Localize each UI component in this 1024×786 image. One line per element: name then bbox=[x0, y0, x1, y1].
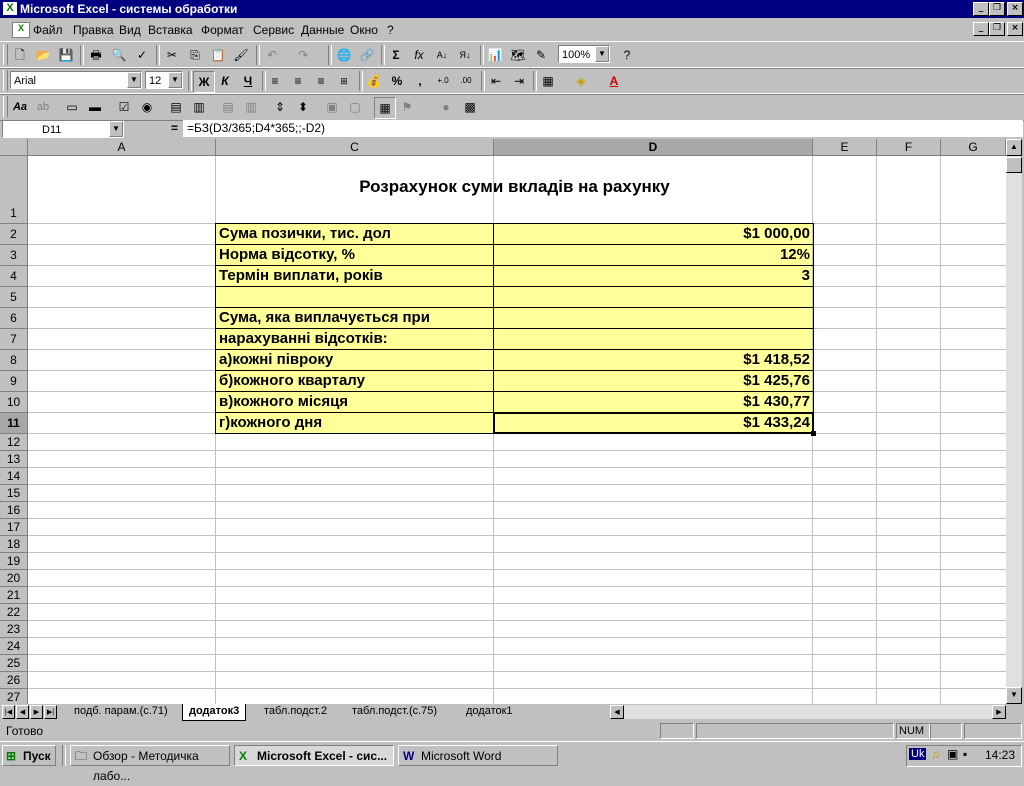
bold-icon[interactable]: Ж bbox=[193, 71, 215, 93]
font-size-value: 12 bbox=[149, 75, 162, 87]
autosum-icon[interactable]: Σ bbox=[392, 48, 400, 62]
column-header-a[interactable]: A bbox=[28, 139, 216, 156]
row-gridline bbox=[28, 654, 1006, 655]
row-header[interactable]: 17 bbox=[0, 519, 28, 536]
combo-dropdown-edit-icon[interactable]: ▥ bbox=[245, 100, 257, 114]
scroll-thumb[interactable] bbox=[1006, 157, 1022, 173]
row-header[interactable]: 16 bbox=[0, 502, 28, 519]
sheet-title[interactable]: Розрахунок суми вкладів на рахунку bbox=[359, 177, 670, 196]
combo-box-icon[interactable]: ▥ bbox=[193, 100, 205, 114]
value-monthly[interactable]: $1 430,77 bbox=[743, 393, 810, 410]
row-gridline bbox=[28, 518, 1006, 519]
button-icon[interactable]: ▬ bbox=[89, 100, 101, 114]
group-box-icon[interactable]: ▭ bbox=[66, 100, 78, 114]
row-gridline bbox=[28, 603, 1006, 604]
taskbar-explorer[interactable] bbox=[70, 745, 230, 783]
print-preview-icon[interactable]: 🔍 bbox=[111, 48, 127, 62]
menu-window[interactable]: Окно bbox=[350, 23, 378, 37]
separator bbox=[62, 745, 66, 766]
excel-app-icon[interactable]: X bbox=[3, 2, 17, 15]
menu-view[interactable]: Вид bbox=[119, 23, 141, 37]
align-right-icon[interactable]: ≡ bbox=[317, 74, 325, 88]
task-label: Microsoft Word bbox=[421, 749, 502, 763]
active-cell-d11[interactable] bbox=[493, 412, 814, 434]
column-header-c[interactable]: C bbox=[216, 139, 494, 156]
record-icon[interactable]: ● bbox=[442, 100, 450, 114]
num-lock-indicator: NUM bbox=[896, 723, 930, 739]
row-gridline bbox=[28, 501, 1006, 502]
zoom-select[interactable] bbox=[558, 45, 610, 63]
toolbar-grip bbox=[3, 70, 8, 91]
row-header[interactable]: 20 bbox=[0, 570, 28, 587]
currency-icon[interactable]: 💰 bbox=[366, 74, 382, 88]
tray-icon[interactable]: ♫ bbox=[931, 747, 940, 761]
separator bbox=[328, 45, 332, 65]
row-header[interactable]: 8 bbox=[0, 350, 28, 371]
horizontal-scrollbar[interactable] bbox=[610, 705, 1006, 719]
hyperlink-icon[interactable]: 🔗 bbox=[359, 48, 375, 62]
chevron-down-icon[interactable]: ▼ bbox=[109, 121, 123, 137]
percent-icon[interactable]: % bbox=[391, 74, 403, 88]
menu-data[interactable]: Данные bbox=[301, 23, 345, 37]
formatting-toolbar bbox=[0, 67, 1024, 95]
row-header[interactable]: 24 bbox=[0, 638, 28, 655]
next-sheet-icon[interactable]: ▶ bbox=[30, 705, 43, 719]
new-icon[interactable]: 🗋 bbox=[15, 48, 25, 62]
row-header[interactable]: 12 bbox=[0, 434, 28, 451]
column-header-f[interactable]: F bbox=[877, 139, 941, 156]
control-properties-icon[interactable]: ▣ bbox=[326, 100, 338, 114]
sheet-tab[interactable]: подб. парам.(с.71) bbox=[74, 705, 168, 717]
spelling-icon[interactable]: ✓ bbox=[136, 48, 148, 62]
sort-ascending-icon[interactable]: A↓ bbox=[436, 50, 448, 60]
row-header[interactable]: 7 bbox=[0, 329, 28, 350]
close-button[interactable]: × bbox=[1007, 2, 1023, 16]
status-panel bbox=[696, 723, 894, 739]
chevron-down-icon[interactable]: ▼ bbox=[127, 72, 141, 88]
doc-restore-button[interactable]: ❐ bbox=[989, 22, 1005, 36]
task-label: Обзор - Методичка лабо... bbox=[93, 749, 199, 783]
toggle-grid-icon[interactable]: ▦ bbox=[374, 97, 396, 119]
separator bbox=[156, 45, 160, 65]
scroll-bar-icon[interactable]: ⇕ bbox=[274, 100, 286, 114]
row-header[interactable]: 23 bbox=[0, 621, 28, 638]
checkbox-icon[interactable]: ☑ bbox=[118, 100, 130, 114]
row-header[interactable]: 19 bbox=[0, 553, 28, 570]
windows-logo-icon: ⊞ bbox=[6, 749, 17, 763]
select-all-corner[interactable] bbox=[0, 139, 28, 156]
doc-minimize-button[interactable]: _ bbox=[973, 22, 989, 36]
row-gridline bbox=[28, 569, 1006, 570]
sheet-tab-active[interactable]: додаток3 bbox=[182, 704, 246, 721]
row-gridline bbox=[28, 586, 1006, 587]
taskbar bbox=[0, 741, 1024, 783]
formula-bar bbox=[0, 120, 1024, 138]
start-label: Пуск bbox=[23, 749, 51, 763]
zoom-value: 100% bbox=[562, 49, 591, 61]
row-header[interactable]: 18 bbox=[0, 536, 28, 553]
row-header[interactable]: 9 bbox=[0, 371, 28, 392]
title-bar bbox=[0, 0, 1024, 18]
toolbar-grip bbox=[3, 96, 8, 117]
tray-monitor-icon[interactable]: ▣ bbox=[947, 747, 959, 761]
menu-edit[interactable]: Правка bbox=[73, 23, 114, 37]
name-box[interactable] bbox=[2, 120, 124, 138]
save-icon[interactable]: 💾 bbox=[58, 48, 74, 62]
print-icon[interactable]: 🖶 bbox=[90, 48, 102, 62]
menu-tools[interactable]: Сервис bbox=[253, 23, 295, 37]
column-gridline bbox=[876, 156, 877, 704]
row-header[interactable]: 22 bbox=[0, 604, 28, 621]
value-daily[interactable]: $1 433,24 bbox=[743, 414, 810, 431]
menu-bar bbox=[0, 19, 1024, 40]
taskbar-excel[interactable] bbox=[234, 745, 394, 766]
task-label: Microsoft Excel - сис... bbox=[257, 749, 388, 763]
standard-toolbar bbox=[0, 41, 1024, 69]
row-header[interactable]: 13 bbox=[0, 451, 28, 468]
forms-toolbar bbox=[0, 93, 1024, 121]
separator bbox=[359, 71, 363, 91]
sheet-tab[interactable]: табл.подст.(с.75) bbox=[352, 705, 438, 717]
scroll-left-icon[interactable]: ◀ bbox=[610, 705, 624, 719]
align-left-icon[interactable]: ≡ bbox=[271, 74, 279, 88]
start-button[interactable] bbox=[2, 745, 56, 766]
undo-icon[interactable]: ↶ bbox=[266, 48, 278, 62]
label-term[interactable]: Термін виплати, років bbox=[219, 267, 383, 284]
minimize-button[interactable]: _ bbox=[973, 2, 989, 16]
comma-style-icon[interactable]: , bbox=[418, 74, 422, 88]
open-icon[interactable]: 📂 bbox=[35, 48, 51, 62]
formula-text: =БЗ(D3/365;D4*365;;-D2) bbox=[187, 121, 326, 135]
run-dialog-icon[interactable]: ⚑ bbox=[401, 100, 413, 114]
spreadsheet-grid[interactable] bbox=[0, 139, 1006, 704]
underline-icon[interactable]: Ч bbox=[243, 74, 253, 88]
sheet-tab[interactable]: додаток1 bbox=[466, 705, 513, 717]
row-header[interactable]: 2 bbox=[0, 224, 28, 245]
sort-descending-icon[interactable]: Я↓ bbox=[459, 50, 471, 60]
row-gridline bbox=[28, 688, 1006, 689]
name-box-value: D11 bbox=[42, 124, 62, 136]
label-semiannual[interactable]: а)кожні півроку bbox=[219, 351, 334, 368]
separator bbox=[381, 45, 385, 65]
last-sheet-icon[interactable]: ▶| bbox=[44, 705, 57, 719]
table-row-border bbox=[215, 286, 814, 287]
separator bbox=[533, 71, 537, 91]
formula-input[interactable] bbox=[183, 120, 1023, 137]
separator bbox=[80, 45, 84, 65]
row-header[interactable]: 3 bbox=[0, 245, 28, 266]
map-icon[interactable]: 🗺 bbox=[510, 48, 526, 62]
label-daily[interactable]: г)кожного дня bbox=[219, 414, 323, 431]
folder-icon: 🗀 bbox=[75, 749, 88, 763]
excel-icon: X bbox=[239, 749, 248, 763]
separator bbox=[256, 45, 260, 65]
label-sum-paid-1[interactable]: Сума, яка виплачується при bbox=[219, 309, 430, 326]
value-term[interactable]: 3 bbox=[801, 267, 810, 284]
system-tray bbox=[906, 745, 1022, 767]
prev-sheet-icon[interactable]: ◀ bbox=[16, 705, 29, 719]
combo-list-edit-icon[interactable]: ▤ bbox=[222, 100, 234, 114]
column-gridline bbox=[940, 156, 941, 704]
row-header[interactable]: 15 bbox=[0, 485, 28, 502]
copy-icon[interactable]: ⎘ bbox=[190, 48, 200, 62]
function-wizard-icon[interactable]: fx bbox=[414, 48, 424, 62]
separator bbox=[480, 45, 484, 65]
redo-icon[interactable]: ↷ bbox=[297, 48, 309, 62]
edit-code-icon[interactable]: ▢ bbox=[349, 100, 361, 114]
status-bar bbox=[0, 722, 1024, 740]
row-header[interactable]: 5 bbox=[0, 287, 28, 308]
value-quarterly[interactable]: $1 425,76 bbox=[743, 372, 810, 389]
column-header-d[interactable]: D bbox=[494, 139, 813, 156]
status-panel bbox=[930, 723, 962, 739]
column-gridline bbox=[215, 156, 216, 704]
increase-indent-icon[interactable]: ⇥ bbox=[513, 74, 525, 88]
column-header-g[interactable]: G bbox=[941, 139, 1006, 156]
edit-box-icon[interactable]: ab bbox=[36, 101, 50, 113]
value-interest-rate[interactable]: 12% bbox=[779, 246, 810, 263]
spinner-icon[interactable]: ⬍ bbox=[297, 100, 309, 114]
value-loan-amount[interactable]: $1 000,00 bbox=[743, 225, 810, 242]
row-header[interactable]: 10 bbox=[0, 392, 28, 413]
status-text: Готово bbox=[6, 724, 44, 738]
help-icon[interactable]: ? bbox=[623, 48, 631, 62]
fill-handle[interactable] bbox=[811, 431, 816, 436]
chart-wizard-icon[interactable]: 📊 bbox=[487, 48, 503, 62]
cut-icon[interactable]: ✂ bbox=[166, 48, 178, 62]
row-header[interactable]: 26 bbox=[0, 672, 28, 689]
menu-insert[interactable]: Вставка bbox=[148, 23, 193, 37]
web-toolbar-icon[interactable]: 🌐 bbox=[336, 48, 352, 62]
scroll-right-icon[interactable]: ▶ bbox=[992, 705, 1006, 719]
label-interest-rate[interactable]: Норма відсотку, % bbox=[219, 246, 355, 263]
align-center-icon[interactable]: ≡ bbox=[294, 74, 302, 88]
clock: 14:23 bbox=[985, 748, 1016, 762]
label-monthly[interactable]: в)кожного місяця bbox=[219, 393, 349, 410]
drawing-icon[interactable]: ✎ bbox=[535, 48, 547, 62]
font-value: Arial bbox=[14, 75, 37, 87]
row-header[interactable]: 21 bbox=[0, 587, 28, 604]
first-sheet-icon[interactable]: |◀ bbox=[2, 705, 15, 719]
row-header[interactable]: 6 bbox=[0, 308, 28, 329]
increase-decimal-icon[interactable]: +.0 bbox=[437, 76, 449, 85]
font-color-icon[interactable]: A bbox=[609, 74, 619, 88]
maximize-button[interactable]: ❐ bbox=[989, 2, 1005, 16]
label-sum-paid-2[interactable]: нарахуванні відсотків: bbox=[219, 330, 388, 347]
row-gridline bbox=[28, 467, 1006, 468]
tray-task-icon[interactable]: ▪ bbox=[963, 747, 968, 761]
taskbar-word[interactable] bbox=[398, 745, 558, 766]
label-loan-amount[interactable]: Сума позички, тис. дол bbox=[219, 225, 391, 242]
menu-format[interactable]: Формат bbox=[201, 23, 244, 37]
row-gridline bbox=[28, 637, 1006, 638]
separator bbox=[481, 71, 485, 91]
row-header[interactable]: 14 bbox=[0, 468, 28, 485]
workbook-icon[interactable]: X bbox=[12, 22, 30, 38]
merge-center-icon[interactable]: ⊞ bbox=[340, 76, 348, 86]
font-select[interactable] bbox=[10, 71, 142, 89]
label-icon[interactable]: Aa bbox=[12, 101, 28, 113]
decrease-indent-icon[interactable]: ⇤ bbox=[490, 74, 502, 88]
borders-icon[interactable]: ▦ bbox=[542, 74, 554, 88]
doc-close-button[interactable]: × bbox=[1007, 22, 1023, 36]
separator bbox=[188, 71, 192, 91]
status-panel bbox=[660, 723, 694, 739]
language-indicator[interactable]: Uk bbox=[911, 748, 925, 760]
row-gridline bbox=[28, 450, 1006, 451]
row-gridline bbox=[28, 552, 1006, 553]
row-gridline bbox=[28, 671, 1006, 672]
window-title: Microsoft Excel - системы обработки bbox=[20, 2, 238, 16]
scroll-down-icon[interactable]: ▼ bbox=[1006, 687, 1022, 704]
decrease-decimal-icon[interactable]: .00 bbox=[460, 76, 472, 85]
status-panel bbox=[964, 723, 1022, 739]
fill-color-icon[interactable]: ◈ bbox=[576, 74, 586, 88]
chevron-down-icon[interactable]: ▼ bbox=[595, 46, 609, 62]
list-box-icon[interactable]: ▤ bbox=[170, 100, 182, 114]
font-size-select[interactable] bbox=[145, 71, 183, 89]
row-gridline bbox=[28, 620, 1006, 621]
scroll-up-icon[interactable]: ▲ bbox=[1006, 139, 1022, 156]
label-quarterly[interactable]: б)кожного кварталу bbox=[219, 372, 365, 389]
menu-help[interactable]: ? bbox=[387, 23, 394, 37]
italic-icon[interactable]: К bbox=[221, 74, 229, 88]
format-painter-icon[interactable]: 🖌 bbox=[233, 48, 249, 62]
chevron-down-icon[interactable]: ▼ bbox=[168, 72, 182, 88]
paste-icon[interactable]: 📋 bbox=[210, 48, 226, 62]
row-gridline bbox=[28, 484, 1006, 485]
sheet-tab-bar bbox=[0, 704, 1024, 721]
column-header-e[interactable]: E bbox=[813, 139, 877, 156]
word-icon: W bbox=[403, 749, 415, 763]
menu-file[interactable]: Файл bbox=[33, 23, 63, 37]
row-header[interactable]: 1 bbox=[0, 156, 28, 224]
row-gridline bbox=[28, 535, 1006, 536]
row-header[interactable]: 27 bbox=[0, 689, 28, 704]
equals-button[interactable]: = bbox=[171, 121, 179, 135]
vertical-scrollbar[interactable] bbox=[1006, 139, 1022, 704]
row-header[interactable]: 25 bbox=[0, 655, 28, 672]
option-button-icon[interactable]: ◉ bbox=[141, 100, 153, 114]
value-semiannual[interactable]: $1 418,52 bbox=[743, 351, 810, 368]
grid-toggle-icon[interactable]: ▩ bbox=[464, 100, 476, 114]
toolbar-grip bbox=[3, 44, 8, 65]
row-header[interactable]: 11 bbox=[0, 413, 28, 434]
row-header[interactable]: 4 bbox=[0, 266, 28, 287]
sheet-tab[interactable]: табл.подст.2 bbox=[264, 705, 328, 717]
